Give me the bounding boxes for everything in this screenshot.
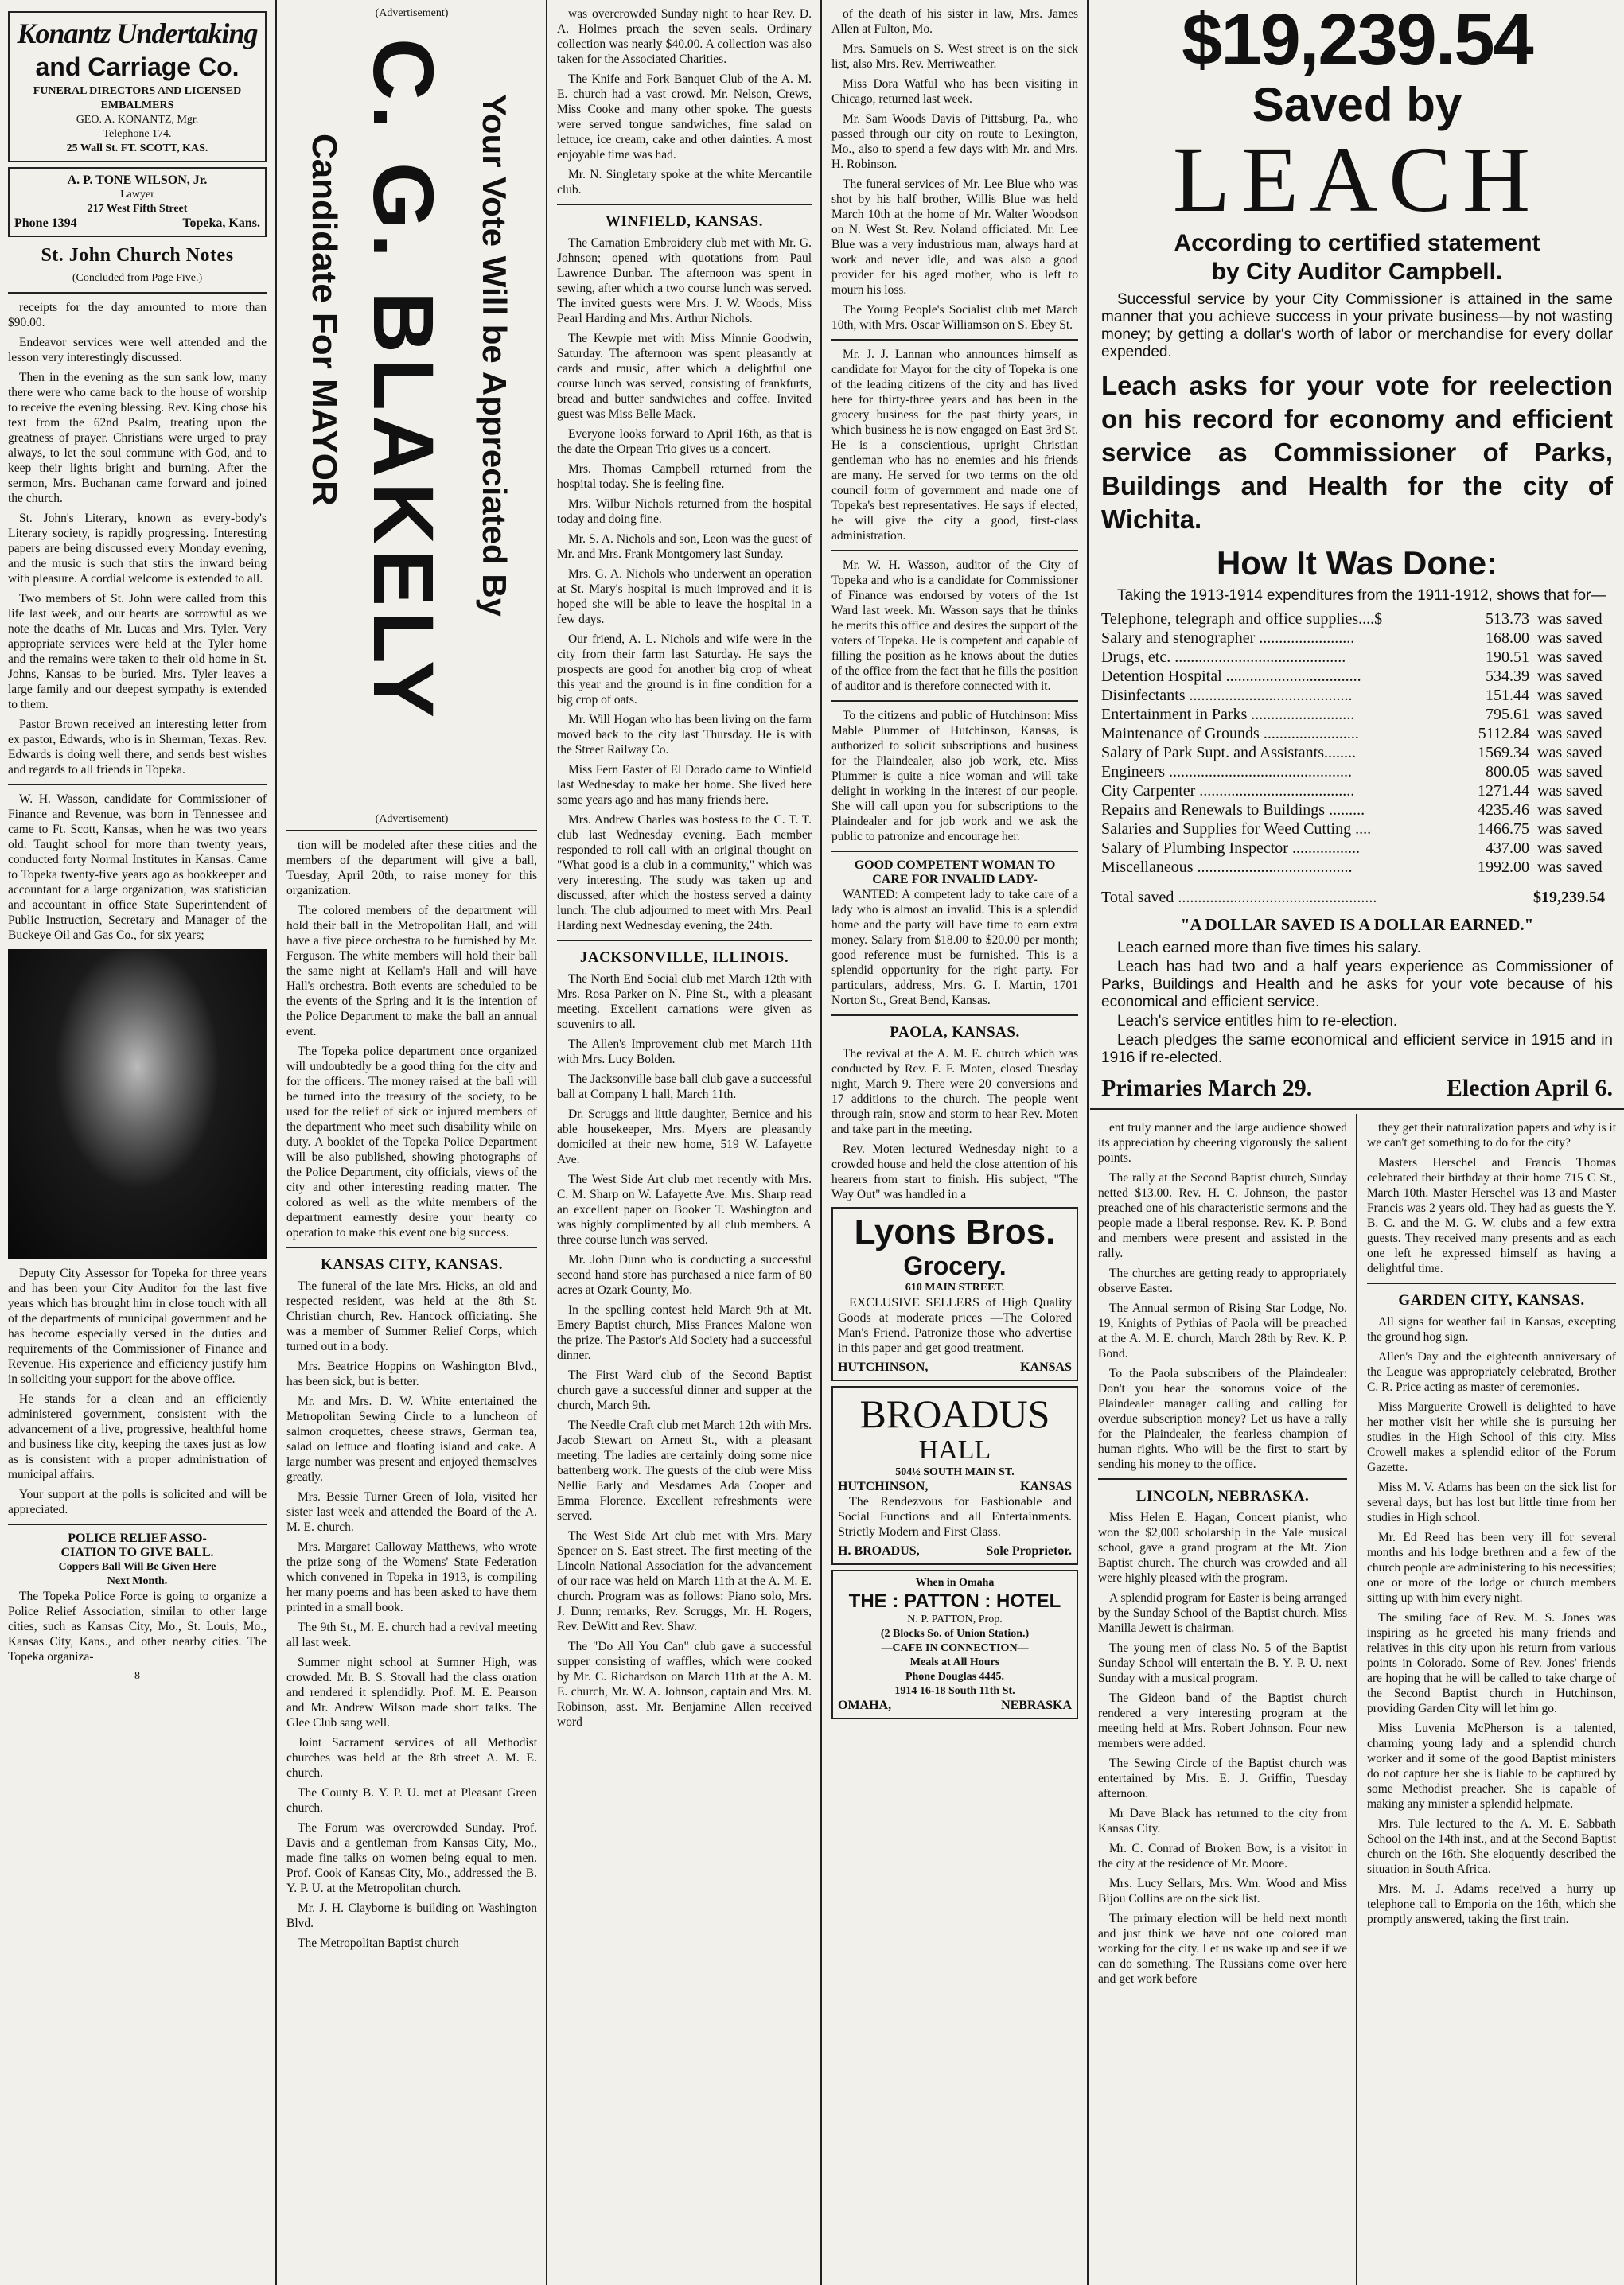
broadus-text: The Rendezvous for Fashionable and Social Functions and all Entertainments. Strictly Modern and First Class.	[838, 1495, 1072, 1539]
article-paragraph: Mrs. M. J. Adams received a hurry up telephone call to Emporia on the 16th, which she promptly answered, taking the first train.	[1367, 1882, 1616, 1926]
saved-by: Saved by	[1252, 78, 1462, 131]
expenditure-amount: 1271.44	[1478, 782, 1529, 800]
total-amount: $19,239.54	[1533, 889, 1605, 906]
expenditure-label: Detention Hospital ..................................	[1101, 668, 1361, 685]
expenditure-row	[1101, 648, 1613, 667]
broadus-name: BROADUS	[859, 1392, 1050, 1436]
article-paragraph: The smiling face of Rev. M. S. Jones was inspiring as he greeted his many friends and relatives in this city upon his return from various points in Colorado. Some of Rev. Jones' friends are hoping that he will be called to take charge of the Second Baptist church in Hutchinson, providing Garden City will let him go.	[1367, 1611, 1616, 1715]
patton-line: Meals at All Hours	[909, 1656, 1000, 1668]
expenditure-note: was saved	[1537, 668, 1603, 685]
article-paragraph: The Needle Craft club met March 12th with Mrs. Jacob Stewart on Arnett St., with a pleasant meeting. The ladies are certainly doing some nice battenberg work. The guests of the club were Miss Nellie Early and Mesdames Ada Cooper and Emma Florence. Excellent refreshments were served.	[557, 1419, 812, 1523]
lyons-city	[838, 1360, 1072, 1375]
article-paragraph: Mr. N. Singletary spoke at the white Mercantile club.	[557, 168, 812, 197]
expenditure-row	[1101, 858, 1613, 877]
article-paragraph: The West Side Art club met with Mrs. Mary Spencer on S. East street. The first meeting of the Lincoln National Association for the advancement of our race was held on March 11th at the A. M. E. church. Program was as follows: Piano solo, Mrs. J. Dunn; remarks, Rev. Scruggs, Mr. H. Rogers, Rev. DeWitt and Rev. Shaw.	[557, 1529, 812, 1633]
article-paragraph: of the death of his sister in law, Mrs. James Allen at Fulton, Mo.	[831, 7, 1078, 36]
saved-amount: $19,239.54	[1182, 0, 1532, 80]
article-paragraph: The Metropolitan Baptist church	[298, 1937, 459, 1950]
expenditure-row	[1101, 705, 1613, 724]
broadus-city-right: KANSAS	[1020, 1480, 1072, 1493]
church-notes-title: St. John Church Notes	[41, 245, 234, 266]
ad-how: How It Was Done:	[1216, 544, 1498, 582]
ad-headline: Leach asks for your vote for reelection on his record for economy and efficient service as Commissioner of Parks, Buildings and Health for the city of Wichita.	[1101, 371, 1613, 534]
article-paragraph: The revival at the A. M. E. church which was conducted by Rev. F. F. Moten, closed Tuesday night, March 9. There were 20 conversions and 17 additions to the church. The people went through rain, snow and storm to hear Rev. Moten and take part in the meeting.	[831, 1047, 1078, 1136]
article-paragraph: The rally at the Second Baptist church, Sunday netted $13.00. Rev. H. C. Johnson, the pastor preached one of his characteristic sermons and the people made a liberal response. Rev. K. P. Bond and members were present and assisted in the rally.	[1098, 1171, 1347, 1260]
ad-point: Leach earned more than five times his salary.	[1117, 940, 1421, 956]
expenditure-note: was saved	[1537, 858, 1603, 876]
divider	[557, 204, 812, 205]
section-title: LINCOLN, NEBRASKA.	[1135, 1488, 1310, 1505]
article-paragraph: Mrs. Tule lectured to the A. M. E. Sabbath School on the 14th inst., and at the Second Baptist church on the 16th. She eloquently described the situation in South Africa.	[1367, 1817, 1616, 1876]
expenditure-label: Salary of Plumbing Inspector .................	[1101, 839, 1360, 857]
article-paragraph: The Knife and Fork Banquet Club of the A. M. E. church had a vast crowd. Mr. Nelson, Crews, Miss Cooke and many other spoke. The guests were served tongue sandwiches, fine salad on lettuce, ice cream, cake and other dainties. A most enjoyable time was had.	[557, 72, 812, 162]
column-1	[0, 0, 275, 2285]
article-paragraph: The Sewing Circle of the Baptist church was entertained by Mrs. E. J. Griffin, Tuesday afternoon.	[1098, 1757, 1347, 1800]
lawyer-contact	[14, 216, 260, 231]
article-paragraph: Mr Dave Black has returned to the city from Kansas City.	[1098, 1807, 1347, 1835]
expenditure-note: was saved	[1537, 782, 1603, 800]
article-paragraph: The North End Social club met March 12th with Mrs. Rosa Parker on N. Pine St., with a pleasant meeting. Excellent carnations were given as souvenirs to all.	[557, 972, 812, 1031]
article-paragraph: The "Do All You Can" club gave a successful supper consisting of waffles, which were cooked by Mr. C. Richardson on March 11th at the A. M. E. church, Mr. W. A. Johnson, captain and Mrs. M. Robinson, asst. Mr. Benjamine Allen received word	[557, 1640, 812, 1729]
expenditure-note: was saved	[1537, 839, 1603, 857]
expenditure-amount: 534.39	[1486, 668, 1529, 685]
broadus-ad	[831, 1386, 1078, 1565]
expenditure-note: was saved	[1537, 648, 1603, 666]
broadus-address: 504½ SOUTH MAIN ST.	[895, 1466, 1015, 1478]
ad-intro: Successful service by your City Commissioner is attained in the same manner that you achieve success in your private business—by not wasting money; by getting a dollar's worth of labor or merchandise for every dollar expended.	[1101, 291, 1613, 360]
expenditure-label: Miscellaneous .......................................	[1101, 858, 1353, 876]
broadus-owner-right: Sole Proprietor.	[986, 1544, 1072, 1558]
article-paragraph: Mrs. Thomas Campbell returned from the hospital today. She is feeling fine.	[557, 462, 812, 491]
patton-line: (2 Blocks So. of Union Station.)	[880, 1628, 1030, 1640]
article-paragraph: St. John's Literary, known as every-body's Literary society, is rapidly progressing. Interesting papers are being discussed every Monday evening, and the music is such that stirs the inward being with pleasure. A cordial welcome is extended to all.	[8, 512, 267, 586]
broadus-owner	[838, 1544, 1072, 1559]
expenditure-label: Salary of Park Supt. and Assistants........	[1101, 744, 1356, 761]
divider	[557, 940, 812, 941]
expenditure-note: was saved	[1537, 820, 1603, 838]
article-paragraph: He stands for a clean and an efficiently administered government, consistent with the advancement of a live, progressive, healthful home and business like city, keeping the taxes just as low as is consistent with a proper administration of municipal affairs.	[8, 1392, 267, 1481]
article-paragraph: The Allen's Improvement club met March 11th with Mrs. Lucy Bolden.	[557, 1037, 812, 1066]
column-rule	[820, 0, 822, 2285]
expenditure-row	[1101, 839, 1613, 858]
patton-line: 1914 16-18 South 11th St.	[894, 1685, 1015, 1697]
expenditure-row	[1101, 609, 1613, 629]
adv-label-top: (Advertisement)	[375, 7, 449, 19]
patton-name: THE : PATTON : HOTEL	[848, 1590, 1061, 1612]
article-paragraph: receipts for the day amounted to more than $90.00.	[8, 301, 267, 329]
police-subtitle-line: Coppers Ball Will Be Given Here	[58, 1561, 216, 1573]
patton-prop: N. P. PATTON, Prop.	[907, 1614, 1003, 1625]
ad-point: Leach's service entitles him to re-election.	[1117, 1013, 1398, 1030]
lawyer-city: Topeka, Kans.	[182, 216, 260, 230]
article-paragraph: In the spelling contest held March 9th at Mt. Emery Baptist church, Miss Frances Malone won the prize. The Pastor's Aid Society had a successful dinner.	[557, 1303, 812, 1362]
expenditure-amount: 437.00	[1486, 839, 1529, 857]
article-paragraph: Miss M. V. Adams has been on the sick list for several days, but has lost but little time from her studies in High school.	[1367, 1481, 1616, 1524]
article-paragraph: Our friend, A. L. Nichols and wife were in the city from their farm last Saturday. He says the prospects are good for another big crop of wheat this year and the ground is in fine condition for a big crop of oats.	[557, 633, 812, 707]
article-paragraph: Mrs. Samuels on S. West street is on the sick list, also Mrs. Rev. Merriweather.	[831, 42, 1078, 71]
leach-ad	[1090, 0, 1624, 1110]
lyons-ad	[831, 1207, 1078, 1381]
expenditure-note: was saved	[1537, 687, 1603, 704]
broadus-hall: HALL	[918, 1435, 991, 1465]
article-paragraph: Miss Helen E. Hagan, Concert pianist, who won the $2,000 scholarship in the Yale musical school, gave a grand program at the Mt. Zion Baptist church. The church was crowded and all were highly pleased with the program.	[1098, 1511, 1347, 1585]
article-paragraph: To the citizens and public of Hutchinson: Miss Mable Plummer of Hutchinson, Kansas, is authorized to solicit subscriptions and business for the Plaindealer, also job work, etc. Miss Plummer is quite a nice woman and will take delight in working in the interest of our people. She will call upon you for subscriptions to the Plaindealer and for job work and we ask the public to patronize and encourage her.	[831, 709, 1078, 843]
article-paragraph: Everyone looks forward to April 16th, as that is the date the Orpean Trio gives us a concert.	[557, 427, 812, 456]
article-paragraph: The County B. Y. P. U. met at Pleasant Green church.	[286, 1786, 537, 1815]
expenditure-row	[1101, 781, 1613, 800]
police-subtitle	[8, 1560, 267, 1589]
article-paragraph: WANTED: A competent lady to take care of a lady who is almost an invalid. This is a splendid home and the party will have time to earn extra money. Salary from $18.00 to $20.00 per month; good reference must be furnished. This is a splendid opportunity for the right party. For particulars, address, Mrs. G. I. Martin, 1701 Norton St., Great Bend, Kansas.	[831, 888, 1078, 1007]
divider	[286, 1247, 537, 1248]
article-paragraph: Mr. Ed Reed has been very ill for several months and his lodge brethren and a few of the church people are administering to his necessities; one or more of the lodge or church members sitting up with him every night.	[1367, 1531, 1616, 1605]
article-paragraph: Miss Fern Easter of El Dorado came to Winfield last Wednesday to make her home. She lived here some years ago and has many friends here.	[557, 763, 812, 807]
blakely-ad	[286, 6, 537, 831]
column-rule	[1087, 0, 1089, 2285]
undertaking-line: 25 Wall St. FT. SCOTT, KAS.	[66, 142, 208, 154]
article-paragraph: A splendid program for Easter is being arranged by the Sunday School of the Baptist church. Miss Manilla Jewett is chairman.	[1098, 1591, 1347, 1635]
article-paragraph: tion will be modeled after these cities and the members of the department will give a ball, Tuesday, April 20th, to raise money for this organization.	[286, 839, 537, 897]
expenditure-label: Disinfectants .........................................	[1101, 687, 1353, 704]
police-title-line: POLICE RELIEF ASSO-	[68, 1532, 207, 1545]
article-paragraph: The Carnation Embroidery club met with Mr. G. Johnson; opened with quotations from Paul Lawrence Dunbar. The afternoon was spent in sewing, after which a two course lunch was served. The invited guests were Mrs. J. W. Woods, Miss Pearl Harding and Mrs. Arthur Nichols.	[557, 236, 812, 325]
article-paragraph: ent truly manner and the large audience showed its appreciation by cheering vigorously the salient points.	[1098, 1121, 1347, 1165]
section-title: PAOLA, KANSAS.	[890, 1024, 1020, 1041]
expenditure-note: was saved	[1537, 763, 1603, 780]
expenditure-note: was saved	[1537, 706, 1603, 723]
article-paragraph: The 9th St., M. E. church had a revival meeting all last week.	[286, 1621, 537, 1649]
expenditure-label: Salary and stenographer ........................	[1101, 629, 1355, 647]
article-paragraph: Mr. and Mrs. D. W. White entertained the Metropolitan Sewing Circle to a luncheon of salmon croquettes, cheese straws, German tea, salad on lettuce and floating island and cake. A large number was present and enjoyed themselves greatly.	[286, 1395, 537, 1484]
ad-subtitle: According to certified statement	[1174, 230, 1540, 256]
undertaking-line: FUNERAL DIRECTORS AND LICENSED EMBALMERS	[33, 85, 242, 111]
patton-city	[838, 1699, 1072, 1713]
total-label: Total saved ..................................................	[1101, 889, 1377, 906]
divider	[8, 784, 267, 785]
article-paragraph: The Jacksonville base ball club gave a successful ball at Company L hall, March 11th.	[557, 1072, 812, 1101]
lyons-city-left: HUTCHINSON,	[838, 1360, 929, 1374]
lawyer-phone: Phone 1394	[14, 216, 77, 230]
article-paragraph: The funeral of the late Mrs. Hicks, an old and respected resident, was held at the 8th St. Christian church, Rev. Hancock officiating. She was a member of Summer Relief Corps, which turned out in a body.	[286, 1279, 537, 1353]
undertaking-line: Telephone 174.	[103, 128, 172, 140]
article-paragraph: All signs for weather fail in Kansas, excepting the ground hog sign.	[1367, 1315, 1616, 1344]
ad-point: Leach has had two and a half years experience as Commissioner of Parks, Buildings and Health and he asks for your vote because of his economical and efficient service.	[1101, 959, 1613, 1010]
ad-quote: "A DOLLAR SAVED IS A DOLLAR EARNED."	[1180, 915, 1534, 934]
broadus-city	[838, 1480, 1072, 1494]
candidate-line: Candidate For MAYOR	[305, 134, 344, 506]
divider	[1367, 1283, 1616, 1284]
article-paragraph: Mr. W. H. Wasson, auditor of the City of Topeka and who is a candidate for Commissioner of Finance was endorsed by voters of the 1st Ward last week. Mr. Wasson says that he thinks he merits this office and desires the support of the voters of Topeka. He is competent and capable of filling the position as he knows about the duties of the office from the fact that he fills the position of auditor and is therefore connected with it.	[831, 559, 1078, 693]
leach-name: LEACH	[1172, 127, 1542, 232]
expenditure-amount: 1992.00	[1478, 858, 1529, 876]
article-paragraph: The West Side Art club met recently with Mrs. C. M. Sharp on W. Lafayette Ave. Mrs. Sharp read an excellent paper on Booker T. Washington and was highly complimented by all club members. A three course lunch was served.	[557, 1173, 812, 1247]
article-paragraph: The Young People's Socialist club met March 10th, with Mrs. Oscar Williamson on S. Ebey St.	[831, 303, 1078, 332]
expenditure-label: Salaries and Supplies for Weed Cutting ....	[1101, 820, 1372, 838]
expenditure-label: Maintenance of Grounds ........................	[1101, 725, 1359, 742]
section-title: JACKSONVILLE, ILLINOIS.	[579, 949, 789, 966]
article-paragraph: Allen's Day and the eighteenth anniversary of the League was appropriately celebrated, Brother C. R. Price acting as master of ceremonies.	[1367, 1350, 1616, 1394]
ad-subtitle: by City Auditor Campbell.	[1211, 259, 1503, 285]
column-4	[824, 0, 1086, 2285]
article-paragraph: Endeavor services were well attended and the lesson very interestingly discussed.	[8, 336, 267, 364]
want-title	[831, 858, 1078, 887]
expenditure-row	[1101, 743, 1613, 762]
expenditure-row	[1101, 724, 1613, 743]
expenditure-label: City Carpenter .......................................	[1101, 782, 1355, 800]
expenditure-label: Telephone, telegraph and office supplies....$	[1101, 610, 1383, 628]
expenditure-amount: 1466.75	[1478, 820, 1529, 838]
expenditure-note: was saved	[1537, 725, 1603, 742]
portrait-photo	[8, 949, 267, 1259]
expenditure-amount: 5112.84	[1478, 725, 1529, 742]
column-rule	[546, 0, 547, 2285]
expenditure-row	[1101, 686, 1613, 705]
article-paragraph: The young men of class No. 5 of the Baptist Sunday School will entertain the B. Y. P. U. next Sunday with a musical program.	[1098, 1641, 1347, 1685]
ad-taking: Taking the 1913-1914 expenditures from the 1911-1912, shows that for—	[1117, 587, 1606, 604]
divider	[8, 1524, 267, 1525]
expenditure-amount: 190.51	[1486, 648, 1529, 666]
divider	[831, 550, 1078, 551]
divider	[831, 851, 1078, 852]
expenditure-row	[1101, 629, 1613, 648]
article-paragraph: The funeral services of Mr. Lee Blue who was shot by his half brother, Willis Blue was held March 10th at the home of Mr. Walter Woodson on N. West St. Rev. Noland officiated. Mr. Lee Blue was a very industrious man, always hard at work and never idle, and was also a good provider for his aged mother, who is left to mourn his loss.	[831, 177, 1078, 297]
patton-city-right: NEBRASKA	[1001, 1699, 1072, 1712]
section-title: WINFIELD, KANSAS.	[605, 213, 763, 230]
article-paragraph: Two members of St. John were called from this life last week, and our hearts are sorrowful as we note the deaths of Mr. Lucas and Mrs. Tyler. Very appropriate services were held at the Tyler home and the remains were taken to their old home in St. Johns, Kansas to be buried. Mrs. Tyler leaves a large family and our deepest sympathy is extended to them.	[8, 592, 267, 711]
article-paragraph: Then in the evening as the sun sank low, many there were who came back to the house of worship to receive the evening blessing. Rev. King chose his text from the 62nd Psalm, treating upon the greatness of prayer. Christians were urged to pray always, to let the soul commune with God, and to keep their lights bright and burning. After the sermon, Mrs. Buchanan came forward and joined the church.	[8, 371, 267, 505]
article-paragraph: Dr. Scruggs and little daughter, Bernice and his able housekeeper, Mrs. Myers are pleasantly domiciled at their new home, 519 W. Lafayette Ave.	[557, 1107, 812, 1166]
column-rule	[1356, 1114, 1357, 2285]
column-3	[549, 0, 820, 2285]
expenditure-note: was saved	[1537, 629, 1603, 647]
expenditure-amount: 1569.34	[1478, 744, 1529, 761]
election-date: Election April 6.	[1446, 1075, 1613, 1101]
article-paragraph: W. H. Wasson, candidate for Commissioner of Finance and Revenue, was born in Tennessee and came to Ft. Scott, Kansas, when he was two years old. Taught school for more than twenty years, conducted forty Normal Institutes in Kansas. Came to Topeka twenty-five years ago as bookkeeper and accountant for a large organization, was statistician and accountant in office State Superintendent of Public Instruction, Secretary and Manager of the Buckeye Oil and Gas Co., for six years;	[8, 792, 267, 942]
column-5	[1090, 1114, 1355, 2285]
expenditure-label: Repairs and Renewals to Buildings .........	[1101, 801, 1365, 819]
article-paragraph: The First Ward club of the Second Baptist church gave a successful dinner and supper at the church, March 9th.	[557, 1368, 812, 1412]
article-paragraph: The Forum was overcrowded Sunday. Prof. Davis and a gentleman from Kansas City, Mo., made fine talks on women being equal to men. Prof. Cook of Kansas City, Mo., addressed the B. Y. P. U. at the Metropolitan church.	[286, 1821, 537, 1895]
adv-label-bottom: (Advertisement)	[375, 813, 449, 825]
article-paragraph: they get their naturalization papers and why is it we can't get something to do for the city?	[1367, 1121, 1616, 1150]
total-row	[1101, 888, 1613, 907]
lyons-type: Grocery.	[903, 1251, 1007, 1280]
lyons-name: Lyons Bros.	[854, 1213, 1056, 1251]
expenditure-row	[1101, 819, 1613, 839]
article-paragraph: The Annual sermon of Rising Star Lodge, No. 19, Knights of Pythias of Paola will be preached at the A. M. E. church, March 28th by Rev. K. P. Bond.	[1098, 1302, 1347, 1360]
divider	[8, 292, 267, 294]
undertaking-line: GEO. A. KONANTZ, Mgr.	[76, 114, 199, 126]
article-paragraph: The Topeka police department once organized will undoubtedly be a good thing for the city and for the officers. The money raised at the ball will be turned into the treasury of the society, to be used for the relief of sick or injured members of the department who meet such disability while on duty. A booklet of the Topeka Police Department will be also published, showing photographs of the Police Department, city officials, views of the city and other interesting reading matter. The colored as well as the white members of the department earnestly desire your hearty co operation to make this event one big success.	[286, 1045, 537, 1240]
article-paragraph: The colored members of the department will hold their ball in the Metropolitan Hall, and will have a five piece orchestra to be furnished by Mr. Ferguson. The white members will hold their ball the same night at Kellam's Hall and will have Hall's orchestra. Both events are scheduled to be the events of the Spring and it is the intention of the Police Department to make the ball an annual event.	[286, 904, 537, 1038]
broadus-owner-left: H. BROADUS,	[838, 1544, 920, 1558]
expenditure-label: Entertainment in Parks ..........................	[1101, 706, 1355, 723]
article-paragraph: Miss Marguerite Crowell is delighted to have her mother visit her while she is pursuing her studies in the High School of this city. Miss Crowell makes a splendid editor of the Forum Gazette.	[1367, 1400, 1616, 1474]
expenditure-note: was saved	[1537, 610, 1603, 628]
article-paragraph: Mrs. Lucy Sellars, Mrs. Wm. Wood and Miss Bijou Collins are on the sick list.	[1098, 1877, 1347, 1905]
expenditure-amount: 4235.46	[1478, 801, 1529, 819]
article-paragraph: was overcrowded Sunday night to hear Rev. D. A. Holmes preach the seven seals. Ordinary collection was nearly $40.00. A collection was also taken for the Associated Charities.	[557, 7, 812, 66]
patton-ad	[831, 1570, 1078, 1719]
lawyer-ad	[8, 167, 267, 237]
article-paragraph: Mrs. Bessie Turner Green of Iola, visited her sister last week and attended the Board of the A. M. E. church.	[286, 1490, 537, 1534]
section-title: GARDEN CITY, KANSAS.	[1398, 1292, 1585, 1309]
article-paragraph: Mr. Sam Woods Davis of Pittsburg, Pa., who passed through our city on route to Lexington, Mo., also to spend a few days with Mr. and Mrs. H. Robinson.	[831, 112, 1078, 171]
article-paragraph: Miss Luvenia McPherson is a talented, charming young lady and a splendid church worker and if some of the good Baptist ministers do not capture her she is liable to be captured by some Methodist preacher. She is capable of making any minister a splendid helpmate.	[1367, 1722, 1616, 1811]
article-paragraph: Mrs. Wilbur Nichols returned from the hospital today and doing fine.	[557, 497, 812, 526]
article-paragraph: Pastor Brown received an interesting letter from ex pastor, Edwards, who is in Sherman, Texas. Rev. Edwards is doing well there, and sends best wishes and regards to all friends in Topeka.	[8, 718, 267, 777]
lawyer-address: 217 West Fifth Street	[87, 203, 188, 215]
article-paragraph: To the Paola subscribers of the Plaindealer: Don't you hear the sonorous voice of the Plaindealer manager calling and calling for overdue subscription money? Let us have a rally for the Plaindealer, the fearless champion of human rights. Who will be the first to start by sending his money to the office.	[1098, 1367, 1347, 1471]
article-paragraph: Mr. John Dunn who is conducting a successful second hand store has purchased a nice farm of 80 acres at Ozark County, Mo.	[557, 1253, 812, 1297]
ad-point: Leach pledges the same economical and efficient service in 1915 and in 1916 if re-elected.	[1101, 1032, 1613, 1066]
article-paragraph: The primary election will be held next month and just think we have not one colored man working for the city. Let us wake up and see if we can do something. The Russians come over here and get work before	[1098, 1912, 1347, 1986]
article-paragraph: Mr. J. H. Clayborne is building on Washington Blvd.	[286, 1902, 537, 1930]
article-paragraph: Mr. S. A. Nichols and son, Leon was the guest of Mr. and Mrs. Frank Montgomery last Sunday.	[557, 532, 812, 561]
vote-line: Your Vote Will be Appreciated By	[476, 94, 513, 617]
broadus-city-left: HUTCHINSON,	[838, 1480, 929, 1493]
article-paragraph: Summer night school at Sumner High, was crowded. Mr. B. S. Stovall had the class oration and rendered it splendidly. Prof. M. E. Pearson and Mr. Andrew Wilson made short talks. The Glee Club sang well.	[286, 1656, 537, 1730]
divider	[831, 1014, 1078, 1016]
expenditure-amount: 168.00	[1486, 629, 1529, 647]
divider	[831, 700, 1078, 702]
police-subtitle-line: Next Month.	[107, 1575, 168, 1587]
police-title-line: CIATION TO GIVE BALL.	[60, 1546, 214, 1559]
patton-line: —CAFE IN CONNECTION—	[881, 1642, 1029, 1654]
expenditure-amount: 795.61	[1486, 706, 1529, 723]
divider	[831, 339, 1078, 341]
expenditure-label: Drugs, etc. ...........................................	[1101, 648, 1346, 666]
article-paragraph: Mr. Will Hogan who has been living on the farm moved back to the city last Thursday. He is with the Street Railway Co.	[557, 713, 812, 757]
expenditure-row	[1101, 800, 1613, 819]
want-title-line: GOOD COMPETENT WOMAN TO	[854, 858, 1056, 872]
column-rule	[275, 0, 277, 2285]
article-paragraph: Mr. J. J. Lannan who announces himself as candidate for Mayor for the city of Topeka is one of the leading citizens of the city and has lived here for thirty-three years and has been in the grocery business for the past thirty years, in which business he is now engaged on East 3rd St. He is a conscientious, upright Christian gentleman who has no enemies and his friends are many. He served for two terms on the old council form of government and made one of Topeka's best representatives. He says if elected, he will give the city a good, first-class administration.	[831, 348, 1078, 543]
page-folio: 8	[134, 1670, 140, 1682]
candidate-name: C. G. BLAKELY	[356, 38, 452, 723]
column-6	[1359, 1114, 1624, 2285]
article-paragraph: Miss Dora Watful who has been visiting in Chicago, returned last week.	[831, 77, 1078, 106]
article-paragraph: Mrs. Beatrice Hoppins on Washington Blvd., has been sick, but is better.	[286, 1360, 537, 1388]
article-paragraph: Joint Sacrament services of all Methodist churches was held at the 8th street A. M. E. church.	[286, 1736, 537, 1780]
article-paragraph: Your support at the polls is solicited and will be appreciated.	[8, 1488, 267, 1516]
patton-city-left: OMAHA,	[838, 1699, 892, 1712]
church-notes-subtitle: (Concluded from Page Five.)	[72, 272, 203, 284]
expenditure-row	[1101, 762, 1613, 781]
primaries-date: Primaries March 29.	[1101, 1075, 1313, 1101]
expenditure-amount: 151.44	[1486, 687, 1529, 704]
article-paragraph: The Gideon band of the Baptist church rendered a very interesting program at the meeting held at Mrs. Robert Johnson. Four new members were added.	[1098, 1691, 1347, 1750]
lyons-city-right: KANSAS	[1020, 1360, 1072, 1374]
expenditure-amount: 800.05	[1486, 763, 1529, 780]
expenditure-row	[1101, 667, 1613, 686]
undertaking-title: Konantz Undertaking	[17, 18, 258, 49]
divider	[1098, 1478, 1347, 1480]
article-paragraph: The churches are getting ready to appropriately observe Easter.	[1098, 1267, 1347, 1295]
article-paragraph: The Kewpie met with Miss Minnie Goodwin, Saturday. The afternoon was spent pleasantly at cards and music, after which a delightful one course lunch was served, consisting of frankfurts, bread and butter sandwiches and coffee. Invited guest was Miss Belle Mack.	[557, 332, 812, 421]
article-paragraph: Mr. C. Conrad of Broken Bow, is a visitor in the city at the residence of Mr. Moore.	[1098, 1842, 1347, 1870]
expenditure-amount: 513.73	[1486, 610, 1529, 628]
column-2	[278, 0, 545, 2285]
patton-line: Phone Douglas 4445.	[905, 1671, 1005, 1683]
lawyer-title: Lawyer	[120, 189, 154, 200]
article-paragraph: Mrs. Andrew Charles was hostess to the C. T. T. club last Wednesday evening. Each member responded to roll call with an original thought on "What good is a club in a community," which was very interesting. The study was taken up and discussed, after which the hostess served a dainty lunch. The club adjourned to meet with Mrs. Pearl Harding next Wednesday evening, the 24th.	[557, 813, 812, 932]
article-paragraph: Masters Herschel and Francis Thomas celebrated their birthday at their home 715 C St., March 10th. Master Herschel was 13 and Master Francis was 2 years old. They had as guests the Y. B. C. and the M. G. W. clubs and a few extra guests. They received many presents and as each one left he expressed himself as having a delightful time.	[1367, 1156, 1616, 1275]
expenditure-label: Engineers ..............................................	[1101, 763, 1352, 780]
lyons-address: 610 MAIN STREET.	[905, 1282, 1005, 1294]
article-paragraph: Mrs. Margaret Calloway Matthews, who wrote the prize song of the Womens' State Federation which convened in Topeka in 1913, is compiling her many poems and has been asked to have them printed in a small book.	[286, 1540, 537, 1614]
patton-intro: When in Omaha	[915, 1577, 995, 1589]
article-paragraph: Rev. Moten lectured Wednesday night to a crowded house and held the close attention of his hearers from start to finish. His subject, "The Way Out" was handled in a	[831, 1142, 1078, 1201]
undertaking-subtitle: and Carriage Co.	[35, 53, 240, 81]
lyons-text: EXCLUSIVE SELLERS of High Quality Goods at moderate prices —The Colored Man's Friend. Patronize those who advertise in this paper and get good treatment.	[838, 1296, 1072, 1355]
expenditure-table	[1101, 609, 1613, 877]
section-title: KANSAS CITY, KANSAS.	[321, 1256, 503, 1273]
police-title	[8, 1532, 267, 1560]
want-title-line: CARE FOR INVALID LADY-	[872, 873, 1038, 886]
total-table	[1101, 888, 1613, 907]
expenditure-note: was saved	[1537, 744, 1603, 761]
article-paragraph: Deputy City Assessor for Topeka for three years and has been your City Auditor for the last five years which has brought him in close touch with all of the departments of municipal government and he has become especially versed in the duties and requirements of the Commissioner of Finance and Revenue. His experience and efficiency justify him in soliciting your support for the above office.	[8, 1267, 267, 1386]
article-paragraph: The Topeka Police Force is going to organize a Police Relief Association, similar to other large cities, such as Kansas City, Mo., St. Louis, Mo., Kansas City, Kans., and other nearby cities. The Topeka organiza-	[8, 1590, 267, 1664]
lawyer-name: A. P. TONE WILSON, Jr.	[67, 173, 208, 187]
expenditure-note: was saved	[1537, 801, 1603, 819]
article-paragraph: Mrs. G. A. Nichols who underwent an operation at St. Mary's hospital is much improved and it is hoped she will be able to leave the hospital in a few days.	[557, 567, 812, 626]
undertaking-ad	[8, 11, 267, 162]
election-dates	[1101, 1075, 1613, 1102]
